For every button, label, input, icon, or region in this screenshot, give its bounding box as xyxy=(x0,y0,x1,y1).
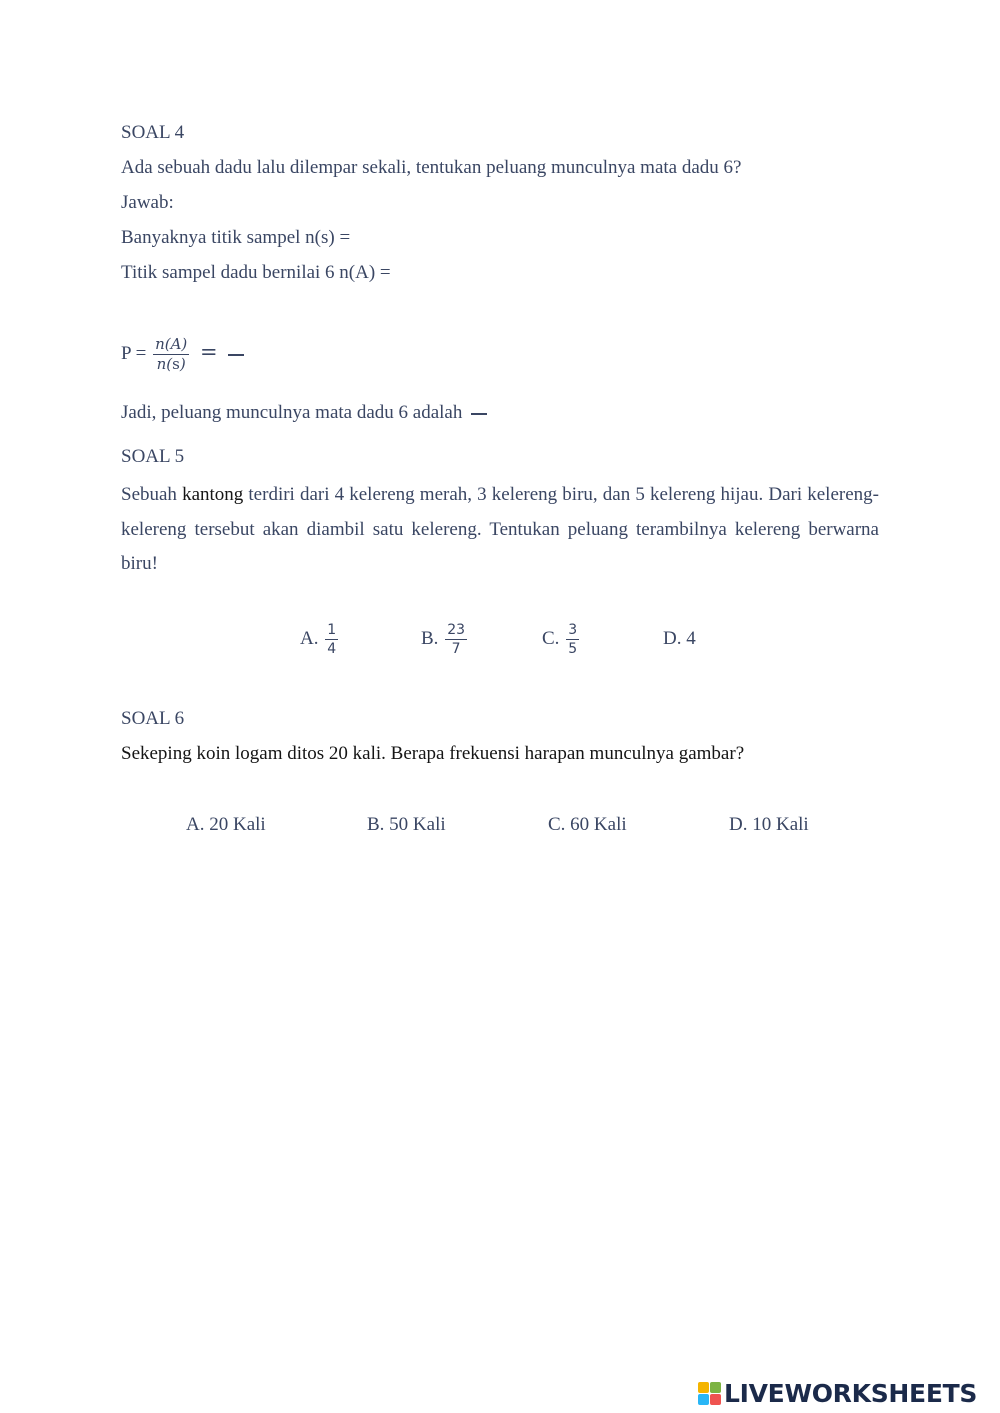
formula-equals: = xyxy=(200,340,218,364)
formula-lhs: P = xyxy=(121,343,147,364)
soal-5-option-b[interactable]: B. $\frac{23}{7}$ xyxy=(421,622,466,658)
soal-5-question xyxy=(121,478,879,582)
option-b-fraction: $\frac{23}{7}$ xyxy=(447,622,466,658)
soal-5-heading: SOAL 5 xyxy=(121,446,185,467)
soal-4-heading: SOAL 4 xyxy=(121,122,185,143)
formula-blank-fraction-bar xyxy=(228,354,244,356)
soal-5-option-d[interactable]: D. 4 xyxy=(663,628,696,649)
soal-4-conclusion-text: Jadi, peluang munculnya mata dadu 6 adalah xyxy=(121,402,463,423)
soal-4-conclusion xyxy=(121,401,487,425)
soal-6-option-b[interactable]: B. 50 Kali xyxy=(367,814,446,835)
soal-5-text-before: Sebuah xyxy=(121,484,183,505)
liveworksheets-logo-icon xyxy=(698,1382,721,1405)
formula-numerator: n(A) xyxy=(155,335,188,354)
soal-4-sample-space: Banyaknya titik sampel n(s) = xyxy=(121,227,351,248)
soal-6-option-a[interactable]: A. 20 Kali xyxy=(186,814,266,835)
soal-4-event: Titik sampel dadu bernilai 6 n(A) = xyxy=(121,262,391,283)
formula-fraction xyxy=(153,337,189,372)
soal-6-option-d[interactable]: D. 10 Kali xyxy=(729,814,809,835)
soal-6-question: Sekeping koin logam ditos 20 kali. Berapa frekuensi harapan munculnya gambar? xyxy=(121,743,745,764)
soal-5-option-a[interactable]: A. $\frac{1}{4}$ xyxy=(300,622,337,658)
soal-6-option-c[interactable]: C. 60 Kali xyxy=(548,814,627,835)
soal-5-option-c[interactable]: C. $\frac{3}{5}$ xyxy=(542,622,578,658)
logo-mark-cell xyxy=(698,1394,709,1405)
logo-mark-cell xyxy=(710,1394,721,1405)
liveworksheets-brand: LIVEWORKSHEETS xyxy=(724,1378,978,1408)
soal-5-text-highlight: kantong xyxy=(182,484,244,505)
soal-5-text-after: terdiri dari 4 kelereng merah, 3 kelereng biru, dan 5 kelereng hijau. Dari kelereng- kelereng tersebut akan diambil satu kelereng. Tentukan peluang terambilnya kelereng berwarna biru! xyxy=(121,484,879,574)
soal-4-answer-label: Jawab: xyxy=(121,192,174,213)
option-c-fraction: $\frac{3}{5}$ xyxy=(568,622,578,658)
logo-mark-cell xyxy=(710,1382,721,1393)
liveworksheets-logo xyxy=(698,1378,977,1408)
logo-mark-cell xyxy=(698,1382,709,1393)
formula-denominator: n(s) xyxy=(156,355,186,374)
option-a-fraction: $\frac{1}{4}$ xyxy=(327,622,337,658)
soal-4-question: Ada sebuah dadu lalu dilempar sekali, tentukan peluang munculnya mata dadu 6? xyxy=(121,157,742,178)
soal-4-formula xyxy=(121,327,244,377)
conclusion-blank-fraction-bar xyxy=(471,413,487,415)
soal-6-heading: SOAL 6 xyxy=(121,708,185,729)
